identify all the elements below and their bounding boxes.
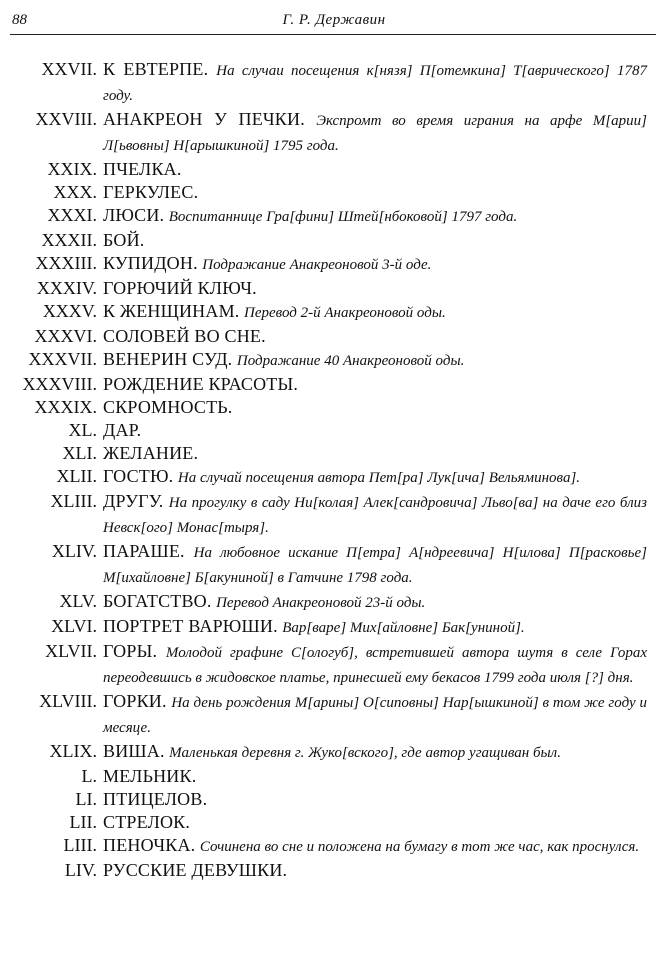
poem-subtitle: Подражание 40 Анакреоновой оды. xyxy=(236,353,465,369)
entry-number: XXXVII. xyxy=(28,349,97,369)
entry-number: XLI. xyxy=(62,443,97,463)
entry-number: XXXIII. xyxy=(35,253,97,273)
entry-number: XLVIII. xyxy=(39,691,97,711)
entry-number: XXXIX. xyxy=(34,397,97,417)
poem-title: К ЕВТЕРПЕ. xyxy=(103,59,209,79)
poem-title: ПАРАШЕ. xyxy=(103,541,185,561)
toc-entry xyxy=(0,277,668,300)
entry-body xyxy=(103,396,647,419)
entry-body xyxy=(103,442,647,465)
toc-entry xyxy=(0,348,668,373)
poem-title: ПЕНОЧКА. xyxy=(103,835,196,855)
poem-subtitle: На прогулку в саду Ни[колая] Алек[сандровича] Льво[ва] на даче его близ Невск[ого] Монас[тыря]. xyxy=(103,495,647,536)
toc-entry xyxy=(0,834,668,859)
entry-body xyxy=(103,252,647,277)
page-header xyxy=(0,0,668,36)
toc-entry xyxy=(0,765,668,788)
poem-title: ГЕРКУЛЕС. xyxy=(103,182,199,202)
poem-subtitle: На любовное искание П[етра] А[ндреевича] Н[илова] П[расковье] М[ихайловне] Б[акуниной] в Гатчине 1798 года. xyxy=(103,545,647,586)
toc-entry xyxy=(0,419,668,442)
poem-title: ВЕНЕРИН СУД. xyxy=(103,349,233,369)
entry-body xyxy=(103,108,647,158)
toc-entry xyxy=(0,465,668,490)
toc-entry xyxy=(0,590,668,615)
entry-number: XLIX. xyxy=(49,741,97,761)
entry-body xyxy=(103,419,647,442)
poem-subtitle: Подражание Анакреоновой 3-й оде. xyxy=(202,257,432,273)
toc-entry xyxy=(0,490,668,540)
entry-number: LI. xyxy=(75,789,97,809)
entry-number: XXXIV. xyxy=(36,278,97,298)
entry-body xyxy=(103,277,647,300)
entry-body xyxy=(103,300,647,325)
poem-title: ГОРЫ. xyxy=(103,641,158,661)
entry-body xyxy=(103,373,647,396)
poem-title: К ЖЕНЩИНАМ. xyxy=(103,301,240,321)
entry-number: XXVIII. xyxy=(35,109,97,129)
toc-entry xyxy=(0,325,668,348)
poem-subtitle: На случай посещения автора Пет[ра] Лук[ича] Вельяминова]. xyxy=(177,470,581,486)
toc-entry xyxy=(0,396,668,419)
poem-title: ГОРКИ. xyxy=(103,691,167,711)
entry-body xyxy=(103,58,647,108)
poem-title: СТРЕЛОК. xyxy=(103,812,191,832)
poem-subtitle: Вар[варе] Мих[айловне] Бак[униной]. xyxy=(282,620,525,636)
poem-title: СКРОМНОСТЬ. xyxy=(103,397,233,417)
poem-title: АНАКРЕОН У ПЕЧКИ. xyxy=(103,109,305,129)
poem-subtitle: Экспромт во время играния на арфе М[арии] Л[ьвовны] Н[арышкиной] 1795 года. xyxy=(103,113,647,154)
toc-entry xyxy=(0,229,668,252)
entry-number: XXXI. xyxy=(47,205,97,225)
poem-title: РУССКИЕ ДЕВУШКИ. xyxy=(103,860,288,880)
poem-title: ЖЕЛАНИЕ. xyxy=(103,443,199,463)
poem-title: ГОСТЮ. xyxy=(103,466,174,486)
poem-title: ДРУГУ. xyxy=(103,491,164,511)
toc-entry xyxy=(0,740,668,765)
entry-body xyxy=(103,465,647,490)
entry-body xyxy=(103,811,647,834)
poem-subtitle: Воспитаннице Гра[фини] Штей[нбоковой] 1797 года. xyxy=(168,209,518,225)
entry-number: LII. xyxy=(69,812,97,832)
toc-entry xyxy=(0,859,668,882)
entry-number: XXIX. xyxy=(47,159,97,179)
entry-body xyxy=(103,640,647,690)
poem-title: БОЙ. xyxy=(103,230,145,250)
toc-entry xyxy=(0,252,668,277)
entry-number: XL. xyxy=(68,420,97,440)
toc-entry xyxy=(0,181,668,204)
table-of-contents xyxy=(0,58,668,882)
toc-entry xyxy=(0,788,668,811)
poem-subtitle: Перевод Анакреоновой 23-й оды. xyxy=(216,595,426,611)
toc-entry xyxy=(0,300,668,325)
poem-subtitle: На день рождения М[арины] О[сиповны] Нар[ышкиной] в том же году и месяце. xyxy=(103,695,648,736)
poem-title: ГОРЮЧИЙ КЛЮЧ. xyxy=(103,278,257,298)
poem-title: ПОРТРЕТ ВАРЮШИ. xyxy=(103,616,278,636)
poem-title: ВИША. xyxy=(103,741,165,761)
entry-body xyxy=(103,490,647,540)
entry-number: XXXV. xyxy=(42,301,97,321)
toc-entry xyxy=(0,58,668,108)
entry-body xyxy=(103,229,647,252)
toc-entry xyxy=(0,373,668,396)
poem-title: БОГАТСТВО. xyxy=(103,591,212,611)
toc-entry xyxy=(0,204,668,229)
entry-number: XXXII. xyxy=(41,230,97,250)
entry-body xyxy=(103,181,647,204)
entry-body xyxy=(103,348,647,373)
page-number: 88 xyxy=(12,12,27,28)
toc-entry xyxy=(0,108,668,158)
entry-body xyxy=(103,325,647,348)
poem-title: СОЛОВЕЙ ВО СНЕ. xyxy=(103,326,266,346)
entry-number: L. xyxy=(81,766,97,786)
entry-body xyxy=(103,765,647,788)
entry-body xyxy=(103,615,647,640)
entry-number: XLV. xyxy=(59,591,97,611)
entry-body xyxy=(103,690,647,740)
poem-title: ЛЮСИ. xyxy=(103,205,165,225)
entry-number: LIII. xyxy=(63,835,97,855)
toc-entry xyxy=(0,640,668,690)
poem-title: ПТИЦЕЛОВ. xyxy=(103,789,208,809)
entry-body xyxy=(103,204,647,229)
entry-body xyxy=(103,740,647,765)
entry-number: XXX. xyxy=(53,182,97,202)
toc-entry xyxy=(0,442,668,465)
toc-entry xyxy=(0,690,668,740)
poem-subtitle: Сочинена во сне и положена на бумагу в тот же час, как проснулся. xyxy=(199,839,640,855)
entry-number: XLVII. xyxy=(45,641,97,661)
toc-entry xyxy=(0,615,668,640)
entry-number: XXXVIII. xyxy=(22,374,97,394)
entry-body xyxy=(103,158,647,181)
entry-number: LIV. xyxy=(64,860,97,880)
poem-subtitle: Перевод 2-й Анакреоновой оды. xyxy=(244,305,446,321)
header-rule xyxy=(10,34,656,35)
entry-number: XLIII. xyxy=(50,491,97,511)
toc-entry xyxy=(0,158,668,181)
entry-body xyxy=(103,859,647,882)
running-title: Г. Р. Державин xyxy=(282,12,386,28)
entry-number: XLII. xyxy=(56,466,97,486)
poem-title: ДАР. xyxy=(103,420,142,440)
entry-number: XLIV. xyxy=(51,541,97,561)
poem-title: ПЧЕЛКА. xyxy=(103,159,182,179)
entry-number: XXVII. xyxy=(41,59,97,79)
entry-number: XXXVI. xyxy=(34,326,97,346)
entry-number: XLVI. xyxy=(51,616,97,636)
poem-subtitle: Молодой графине С[ологуб], встретившей автора шутя в селе Горах переодевшись в жидовское платье, принесшей ему бекасов 1799 года июля [?] дня. xyxy=(103,645,647,686)
toc-entry xyxy=(0,811,668,834)
entry-body xyxy=(103,788,647,811)
poem-subtitle: На случаи посещения к[нязя] П[отемкина] Т[аврического] 1787 году. xyxy=(103,63,648,104)
entry-body xyxy=(103,540,647,590)
poem-title: КУПИДОН. xyxy=(103,253,198,273)
entry-body xyxy=(103,590,647,615)
toc-entry xyxy=(0,540,668,590)
entry-body xyxy=(103,834,647,859)
poem-title: РОЖДЕНИЕ КРАСОТЫ. xyxy=(103,374,299,394)
poem-title: МЕЛЬНИК. xyxy=(103,766,197,786)
poem-subtitle: Маленькая деревня г. Жуко[вского], где автор угащиван был. xyxy=(169,745,561,761)
